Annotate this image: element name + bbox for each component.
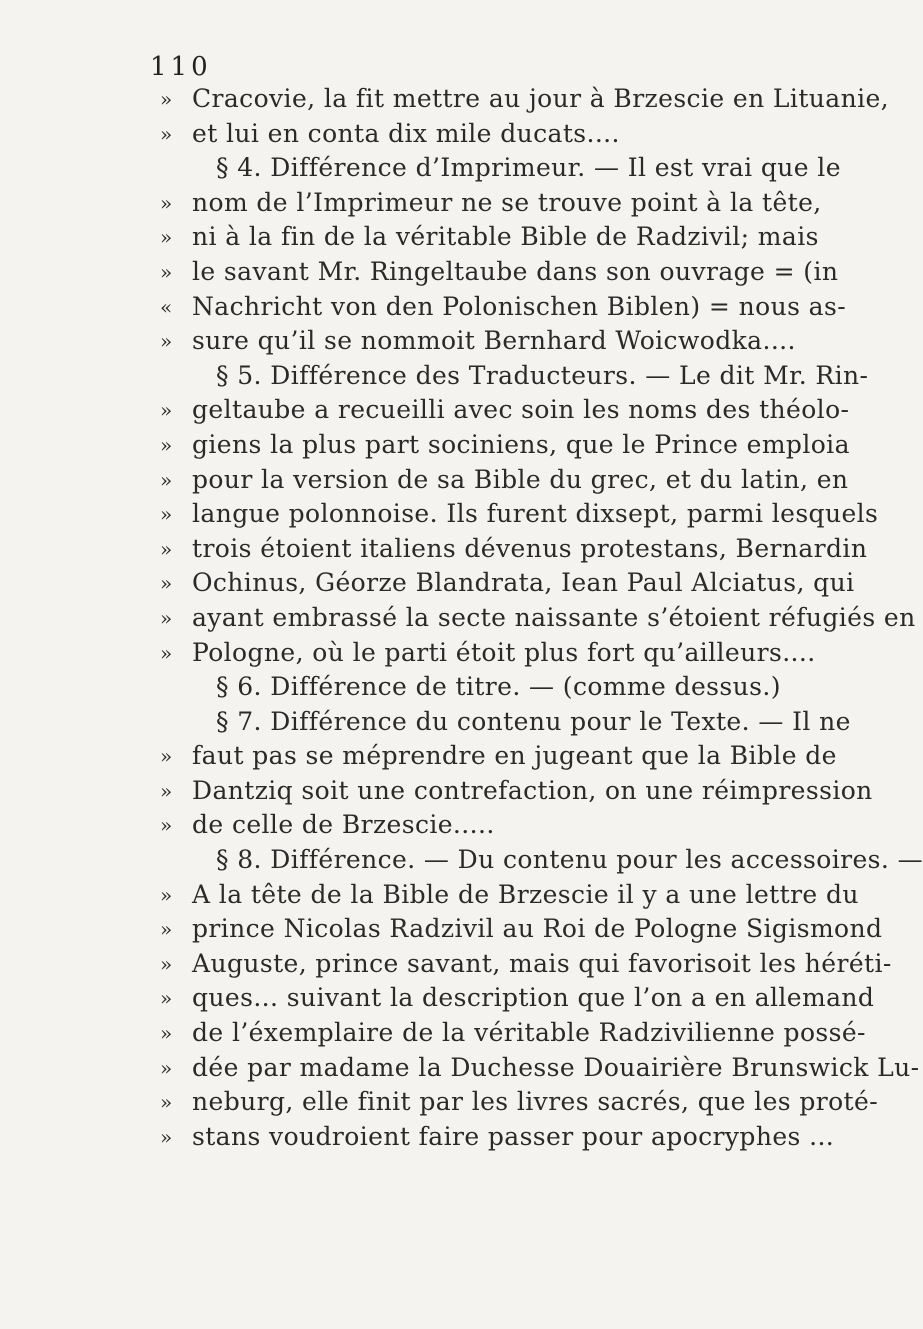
quote-mark: » bbox=[160, 1055, 173, 1080]
quote-mark: » bbox=[160, 951, 173, 976]
line-text: de l’éxemplaire de la véritable Radzivilienne possé- bbox=[192, 1018, 866, 1048]
text-line bbox=[160, 1051, 920, 1086]
text-line bbox=[160, 1120, 835, 1155]
quote-mark: » bbox=[160, 986, 173, 1011]
quote-mark: » bbox=[160, 571, 173, 596]
line-text: A la tête de la Bible de Brzescie il y a une lettre du bbox=[192, 879, 859, 909]
quote-mark: » bbox=[160, 259, 173, 284]
section-heading-line bbox=[160, 359, 869, 394]
text-line bbox=[160, 601, 916, 636]
text-line bbox=[160, 947, 892, 982]
quote-mark: » bbox=[160, 917, 173, 942]
quote-mark: » bbox=[160, 329, 173, 354]
line-text: ques... suivant la description que l’on a en allemand bbox=[192, 983, 875, 1013]
quote-mark: « bbox=[160, 294, 173, 319]
quote-mark: » bbox=[160, 882, 173, 907]
text-line bbox=[160, 774, 873, 809]
quote-mark: » bbox=[160, 1090, 173, 1115]
quote-mark: » bbox=[160, 778, 173, 803]
quote-mark: » bbox=[160, 813, 173, 838]
line-text: § 5. Différence des Traducteurs. — Le dit Mr. Rin- bbox=[216, 360, 869, 390]
line-text: ayant embrassé la secte naissante s’étoient réfugiés en bbox=[192, 602, 916, 632]
text-line bbox=[160, 220, 819, 255]
quote-mark: » bbox=[160, 536, 173, 561]
quote-mark: » bbox=[160, 502, 173, 527]
text-line bbox=[160, 912, 883, 947]
quote-mark: » bbox=[160, 1124, 173, 1149]
text-line bbox=[160, 878, 859, 913]
page-number: 110 bbox=[150, 52, 212, 82]
line-text: pour la version de sa Bible du grec, et du latin, en bbox=[192, 464, 849, 494]
quote-mark: » bbox=[160, 605, 173, 630]
line-text: geltaube a recueilli avec soin les noms des théolo- bbox=[192, 395, 850, 425]
line-text: § 4. Différence d’Imprimeur. — Il est vrai que le bbox=[216, 153, 841, 183]
section-heading-line bbox=[160, 705, 851, 740]
quote-mark: » bbox=[160, 87, 173, 111]
text-line bbox=[160, 636, 816, 671]
text-line bbox=[160, 1016, 866, 1051]
text-line bbox=[160, 393, 850, 428]
text-line bbox=[160, 324, 796, 359]
line-text: faut pas se méprendre en jugeant que la Bible de bbox=[192, 741, 837, 771]
line-text: sure qu’il se nommoit Bernhard Woicwodka.... bbox=[192, 326, 796, 356]
text-line bbox=[160, 739, 837, 774]
line-text: de celle de Brzescie..... bbox=[192, 810, 495, 840]
quote-mark: » bbox=[160, 640, 173, 665]
line-text: langue polonnoise. Ils furent dixsept, parmi lesquels bbox=[192, 499, 879, 529]
line-text: neburg, elle finit par les livres sacrés, que les proté- bbox=[192, 1087, 879, 1117]
section-heading-line bbox=[160, 670, 780, 705]
quote-mark: » bbox=[160, 190, 173, 215]
line-text: prince Nicolas Radzivil au Roi de Pologne Sigismond bbox=[192, 914, 883, 944]
text-line bbox=[160, 290, 847, 325]
text-line bbox=[160, 1085, 879, 1120]
line-text: nom de l’Imprimeur ne se trouve point à la tête, bbox=[192, 187, 822, 217]
text-line bbox=[160, 463, 849, 498]
quote-mark: » bbox=[160, 467, 173, 492]
quote-mark: » bbox=[160, 432, 173, 457]
quote-mark: » bbox=[160, 744, 173, 769]
quote-mark: » bbox=[160, 225, 173, 250]
line-text: ni à la fin de la véritable Bible de Radzivil; mais bbox=[192, 222, 819, 252]
line-text: Cracovie, la fit mettre au jour à Brzescie en Lituanie, bbox=[192, 84, 890, 113]
quote-mark: » bbox=[160, 121, 173, 146]
line-text: dée par madame la Duchesse Douairière Brunswick Lu- bbox=[192, 1052, 920, 1082]
line-text: § 6. Différence de titre. — (comme dessus.) bbox=[216, 672, 781, 702]
line-text: giens la plus part sociniens, que le Prince emploia bbox=[192, 429, 850, 459]
section-heading-line bbox=[160, 151, 841, 186]
text-line bbox=[160, 82, 890, 117]
text-line bbox=[160, 566, 855, 601]
text-line bbox=[160, 808, 780, 843]
text-line bbox=[160, 497, 879, 532]
line-text: Auguste, prince savant, mais qui favorisoit les héréti- bbox=[192, 948, 892, 978]
line-text: et lui en conta dix mile ducats.... bbox=[192, 118, 620, 148]
line-text: Ochinus, Géorze Blandrata, Iean Paul Alciatus, qui bbox=[192, 568, 855, 598]
quote-mark: » bbox=[160, 398, 173, 423]
line-text: Pologne, où le parti étoit plus fort qu’ailleurs.... bbox=[192, 637, 816, 667]
line-text: stans voudroient faire passer pour apocryphes ... bbox=[192, 1121, 835, 1151]
text-line bbox=[160, 255, 839, 290]
line-text: Nachricht von den Polonischen Biblen) = nous as- bbox=[192, 291, 847, 321]
line-text: le savant Mr. Ringeltaube dans son ouvrage = (in bbox=[192, 256, 839, 286]
line-text: § 8. Différence. — Du contenu pour les accessoires. — bbox=[216, 845, 923, 875]
text-line bbox=[160, 117, 780, 152]
quote-mark: » bbox=[160, 1021, 173, 1046]
line-text: Dantziq soit une contrefaction, on une réimpression bbox=[192, 775, 873, 805]
text-line bbox=[160, 186, 822, 221]
section-heading-line bbox=[160, 843, 923, 878]
line-text: trois étoient italiens dévenus protestans, Bernardin bbox=[192, 533, 868, 563]
text-body bbox=[160, 82, 923, 1154]
text-line bbox=[160, 981, 875, 1016]
text-line bbox=[160, 428, 850, 463]
text-line bbox=[160, 532, 868, 567]
line-text: § 7. Différence du contenu pour le Texte. — Il ne bbox=[216, 706, 851, 736]
